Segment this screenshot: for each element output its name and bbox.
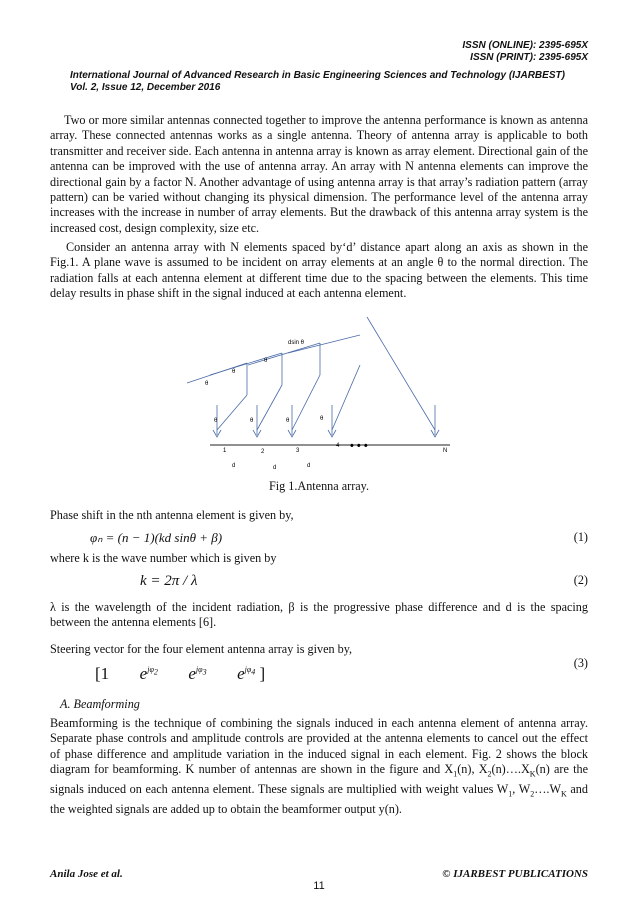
steering-intro: Steering vector for the four element antenna array is given by, (50, 642, 353, 656)
eq3-sub: 4 (251, 667, 256, 677)
element-label-3: 3 (296, 448, 300, 454)
issn-online: ISSN (ONLINE): 2395-695X (462, 40, 588, 51)
eq3-open: [1 (95, 664, 110, 683)
beam-text: Beamforming is the technique of combining the signals induced in each antenna element of antenna array. Separate phase controls and amplitude controls are provided at the antenna elements to cancel out the effect of phase difference and amplitude variation in the induced signal in each element. Fig. 2 shows the block diagram for beamforming. K number of antennas are shown in the figure and X (50, 716, 588, 777)
element-label-2: 2 (261, 449, 265, 455)
theta-label: θ (214, 418, 218, 424)
phase-intro: Phase shift in the nth antenna element is given by, (50, 508, 294, 522)
equation-3-number: (3) (573, 656, 588, 670)
beam-text: (n), X (457, 762, 488, 777)
theta-label: θ (286, 418, 290, 424)
beam-text: and the weighted signals are added up to obtain the beamformer output y(n). (50, 782, 588, 816)
theta-label: θ (264, 358, 268, 364)
paragraph-array-description: Consider an antenna array with N elements spaced by‘d’ distance apart along an axis as shown in the Fig.1. A plane wave is assumed to be incident on array elements at an angle θ to the normal direction. The radiation falls at each antenna element at different time due to the spacing between the elements. This time delay results in phase shift in the signal induced at each antenna element. (50, 240, 588, 301)
spacing-label: d (273, 465, 277, 471)
page-number: 11 (313, 880, 325, 892)
subscript: 1 (508, 789, 513, 799)
footer-author: Anila Jose et al. (50, 868, 123, 880)
wave-number-intro: where k is the wave number which is given by (50, 551, 277, 565)
footer-publisher: © IJARBEST PUBLICATIONS (442, 868, 588, 880)
theta-label: θ (320, 416, 324, 422)
beam-text: , W (512, 782, 531, 797)
eq3-close: ] (259, 664, 266, 683)
eq3-exp: jφ (195, 665, 203, 675)
equation-2: k = 2π / λ (140, 573, 198, 589)
dsin-theta-label: dsin θ (288, 340, 305, 346)
subscript: K (560, 789, 567, 799)
theta-label: θ (205, 381, 209, 387)
lambda-definition: λ is the wavelength of the incident radiation, β is the progressive phase difference and d is the spacing between the antenna elements [6]. (50, 600, 588, 630)
paragraph-beamforming (50, 716, 588, 817)
eq3-term: e (139, 664, 148, 683)
eq3-sub: 2 (153, 667, 158, 677)
antenna-array-figure (170, 305, 470, 475)
element-label-1: 1 (223, 448, 227, 454)
journal-title: International Journal of Advanced Research in Basic Engineering Sciences and Technology (IJARBEST) (70, 70, 565, 81)
beam-text: (n)….X (491, 762, 530, 777)
eq3-term: e (188, 664, 196, 683)
journal-volume: Vol. 2, Issue 12, December 2016 (70, 82, 221, 93)
subscript: K (529, 769, 536, 779)
equation-1: φₙ = (n − 1)(kd sinθ + β) (90, 530, 223, 545)
paragraph-intro: Two or more similar antennas connected together to improve the antenna performance is known as antenna array. These connected antennas works as a single antenna. Theory of antenna array is applicable to both transmitter and receiver side. Each antenna in antenna array is known as array element. Directional gain of the antenna can be improved with the use of antenna array. An array with N antenna elements can improve the directional gain by a factor N. Another advantage of using antenna array is that array’s radiation pattern (array pattern) can be varied without changing its physical dimension. The performance level of the antenna array increases with the increase in number of array elements. But the drawback of this antenna array system is the increased cost, design complexity, size etc. (50, 113, 588, 235)
eq3-term: e (237, 664, 245, 683)
element-label-n: N (443, 448, 448, 454)
eq3-exp: jφ (147, 665, 154, 675)
subscript: 2 (487, 769, 492, 779)
spacing-label: d (307, 463, 311, 469)
issn-print: ISSN (PRINT): 2395-695X (470, 52, 588, 63)
ellipsis-dots: • • • (350, 440, 368, 452)
eq3-exp: jφ (244, 665, 252, 675)
equation-1-number: (1) (573, 530, 588, 544)
eq3-sub: 3 (202, 667, 207, 677)
equation-2-number: (2) (573, 573, 588, 587)
spacing-label: d (232, 463, 236, 469)
figure-caption: Fig 1.Antenna array. (268, 479, 370, 493)
theta-label: θ (232, 369, 236, 375)
equation-3 (95, 664, 265, 684)
theta-label: θ (250, 418, 254, 424)
subscript: 1 (453, 769, 458, 779)
section-heading-beamforming: A. Beamforming (60, 697, 140, 711)
beam-text: (n) are the signals induced on each antenna element. These signals are multiplied with weight values W (50, 762, 588, 797)
subscript: 2 (530, 789, 535, 799)
beam-text: ….W (534, 782, 561, 797)
element-label-4: 4 (336, 443, 340, 449)
